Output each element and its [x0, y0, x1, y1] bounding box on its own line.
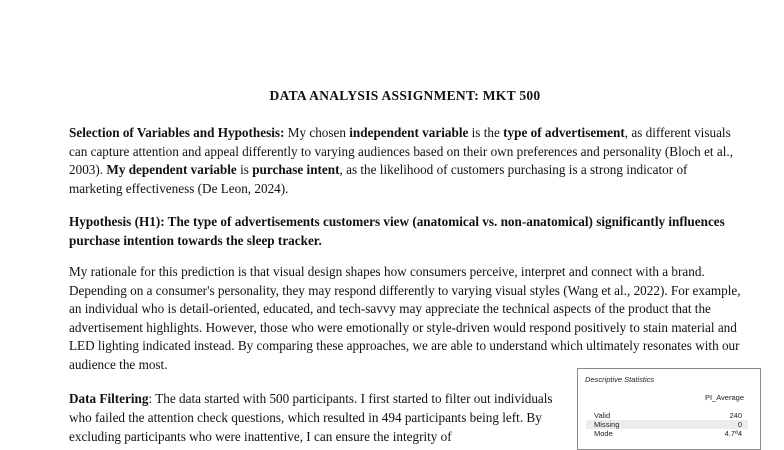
row-value: 0	[737, 420, 742, 429]
variables-heading: Selection of Variables and Hypothesis:	[69, 125, 285, 140]
hypothesis-text: Hypothesis (H1): The type of advertisements customers view (anatomical vs. non-anatomical) significantly influences purchase intention towards the sleep tracker.	[69, 214, 725, 248]
row-label: Mode	[594, 429, 613, 438]
row-value: 4.7ª4	[724, 429, 742, 438]
row-label: Missing	[594, 420, 620, 429]
rationale-paragraph: My rationale for this prediction is that visual design shapes how consumers perceive, interpret and connect with a brand. Depending on a consumer's personality, they may respond differently to varying visual styles (Wang et al., 2022). For example, an individual who is detail-oriented, educated, and tech-savvy may appreciate the technical aspects of the product that the advertisement highlights. However, those who were emotionally or style-driven would respond positively to stain material and LED lighting indicated instead. By comparing these approaches, we are able to understand which ultimately resonates with our audience the most.	[69, 264, 741, 372]
stats-title: Descriptive Statistics	[585, 375, 655, 384]
row-label: Valid	[594, 411, 611, 420]
data-filtering-text: : The data started with 500 participants. I first started to filter out individuals who failed the attention check questions, which resulted in 494 participants being left. By excluding participants who were inattentive, I can ensure the integrity of	[69, 391, 553, 444]
hypothesis-paragraph	[69, 212, 741, 250]
text-run: , as different visuals can capture attention and appeal differently to varying audiences based on their own preferences and personality (Bloch et al., 2003).	[69, 125, 733, 178]
table-row	[586, 429, 748, 438]
text-run: , as the likelihood of customers purchasing is a strong indicator of marketing effectiveness (De Leon, 2024).	[69, 162, 688, 196]
data-filtering-paragraph	[69, 389, 565, 446]
variables-paragraph	[69, 124, 741, 198]
bold-run: My dependent variable	[106, 162, 237, 178]
page-title: DATA ANALYSIS ASSIGNMENT: MKT 500	[269, 88, 541, 103]
text-run: My chosen	[284, 125, 350, 140]
bold-run: type of advertisement	[503, 125, 625, 140]
text-run: is	[236, 162, 253, 178]
text-run: is the	[468, 125, 504, 140]
data-filtering-heading: Data Filtering	[69, 391, 149, 406]
row-value: 240	[729, 411, 742, 420]
bold-run: independent variable	[349, 125, 469, 140]
bold-run: purchase intent	[252, 162, 340, 178]
table-row	[586, 420, 748, 429]
descriptive-statistics-table	[577, 368, 761, 450]
stats-column-header: PI_Average	[704, 393, 744, 402]
table-row	[586, 411, 748, 420]
